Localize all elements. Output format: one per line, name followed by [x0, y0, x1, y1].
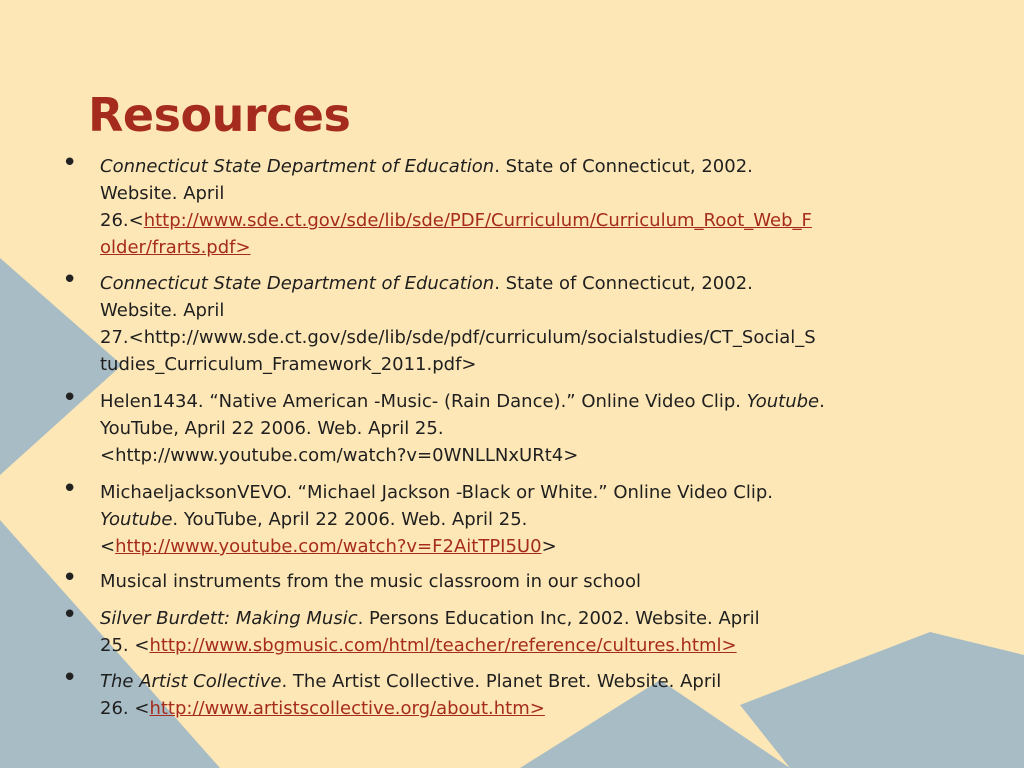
resource-date: Website. April — [100, 300, 225, 321]
resource-text — [100, 605, 980, 659]
resource-detail: . Persons Education Inc, 2002. Website. April — [357, 608, 760, 629]
resource-detail: Musical instruments from the music classroom in our school — [100, 571, 641, 592]
resource-date: . YouTube, April 22 2006. Web. April 25. — [172, 509, 528, 530]
bullet-icon: • — [62, 474, 78, 504]
resource-date-day: 26.< — [100, 210, 144, 231]
resource-url-continued: tudies_Curriculum_Framework_2011.pdf> — [100, 354, 477, 375]
resource-detail: . The Artist Collective. Planet Bret. Website. April — [281, 671, 722, 692]
bullet-icon: • — [62, 600, 78, 630]
resource-date-day: 26. < — [100, 698, 150, 719]
bullet-icon: • — [62, 265, 78, 295]
resource-title: Connecticut State Department of Education — [100, 156, 495, 177]
resource-text — [100, 153, 980, 261]
resource-detail: . State of Connecticut, 2002. — [494, 273, 753, 294]
slide-title: Resources — [88, 88, 351, 142]
resource-punctuation: > — [541, 536, 557, 557]
resource-title: The Artist Collective — [100, 671, 282, 692]
resource-url: <http://www.youtube.com/watch?v=0WNLLNxURt4> — [100, 445, 579, 466]
resource-link-continued[interactable]: older/frarts.pdf> — [100, 237, 251, 258]
resource-source: Youtube — [100, 509, 173, 530]
resource-date-day: 25. < — [100, 635, 150, 656]
resource-detail: . State of Connecticut, 2002. — [494, 156, 753, 177]
resource-text — [100, 568, 980, 595]
resource-text — [100, 270, 980, 378]
bullet-icon: • — [62, 663, 78, 693]
resource-text — [100, 388, 980, 469]
resource-link[interactable]: http://www.sde.ct.gov/sde/lib/sde/PDF/Curriculum/Curriculum_Root_Web_F — [143, 210, 812, 231]
resource-link[interactable]: http://www.sbgmusic.com/html/teacher/reference/cultures.html> — [149, 635, 737, 656]
resource-date: YouTube, April 22 2006. Web. April 25. — [100, 418, 444, 439]
resource-detail: Helen1434. “Native American -Music- (Rain Dance).” Online Video Clip. — [100, 391, 747, 412]
resource-link[interactable]: http://www.artistscollective.org/about.htm> — [149, 698, 545, 719]
resource-date: Website. April — [100, 183, 225, 204]
resource-detail: MichaeljacksonVEVO. “Michael Jackson -Black or White.” Online Video Clip. — [100, 482, 773, 503]
resource-url: 27.<http://www.sde.ct.gov/sde/lib/sde/pdf/curriculum/socialstudies/CT_Social_S — [100, 327, 816, 348]
bullet-icon: • — [62, 383, 78, 413]
resource-text — [100, 668, 980, 722]
resource-title: Silver Burdett: Making Music — [100, 608, 358, 629]
resource-text — [100, 479, 980, 560]
bullet-icon: • — [62, 563, 78, 593]
bullet-icon: • — [62, 148, 78, 178]
resource-punctuation: < — [100, 536, 116, 557]
resource-link[interactable]: http://www.youtube.com/watch?v=F2AitTPI5U0 — [115, 536, 542, 557]
resource-title: Connecticut State Department of Education — [100, 273, 495, 294]
resource-punctuation: . — [819, 391, 825, 412]
resource-source: Youtube — [746, 391, 820, 412]
